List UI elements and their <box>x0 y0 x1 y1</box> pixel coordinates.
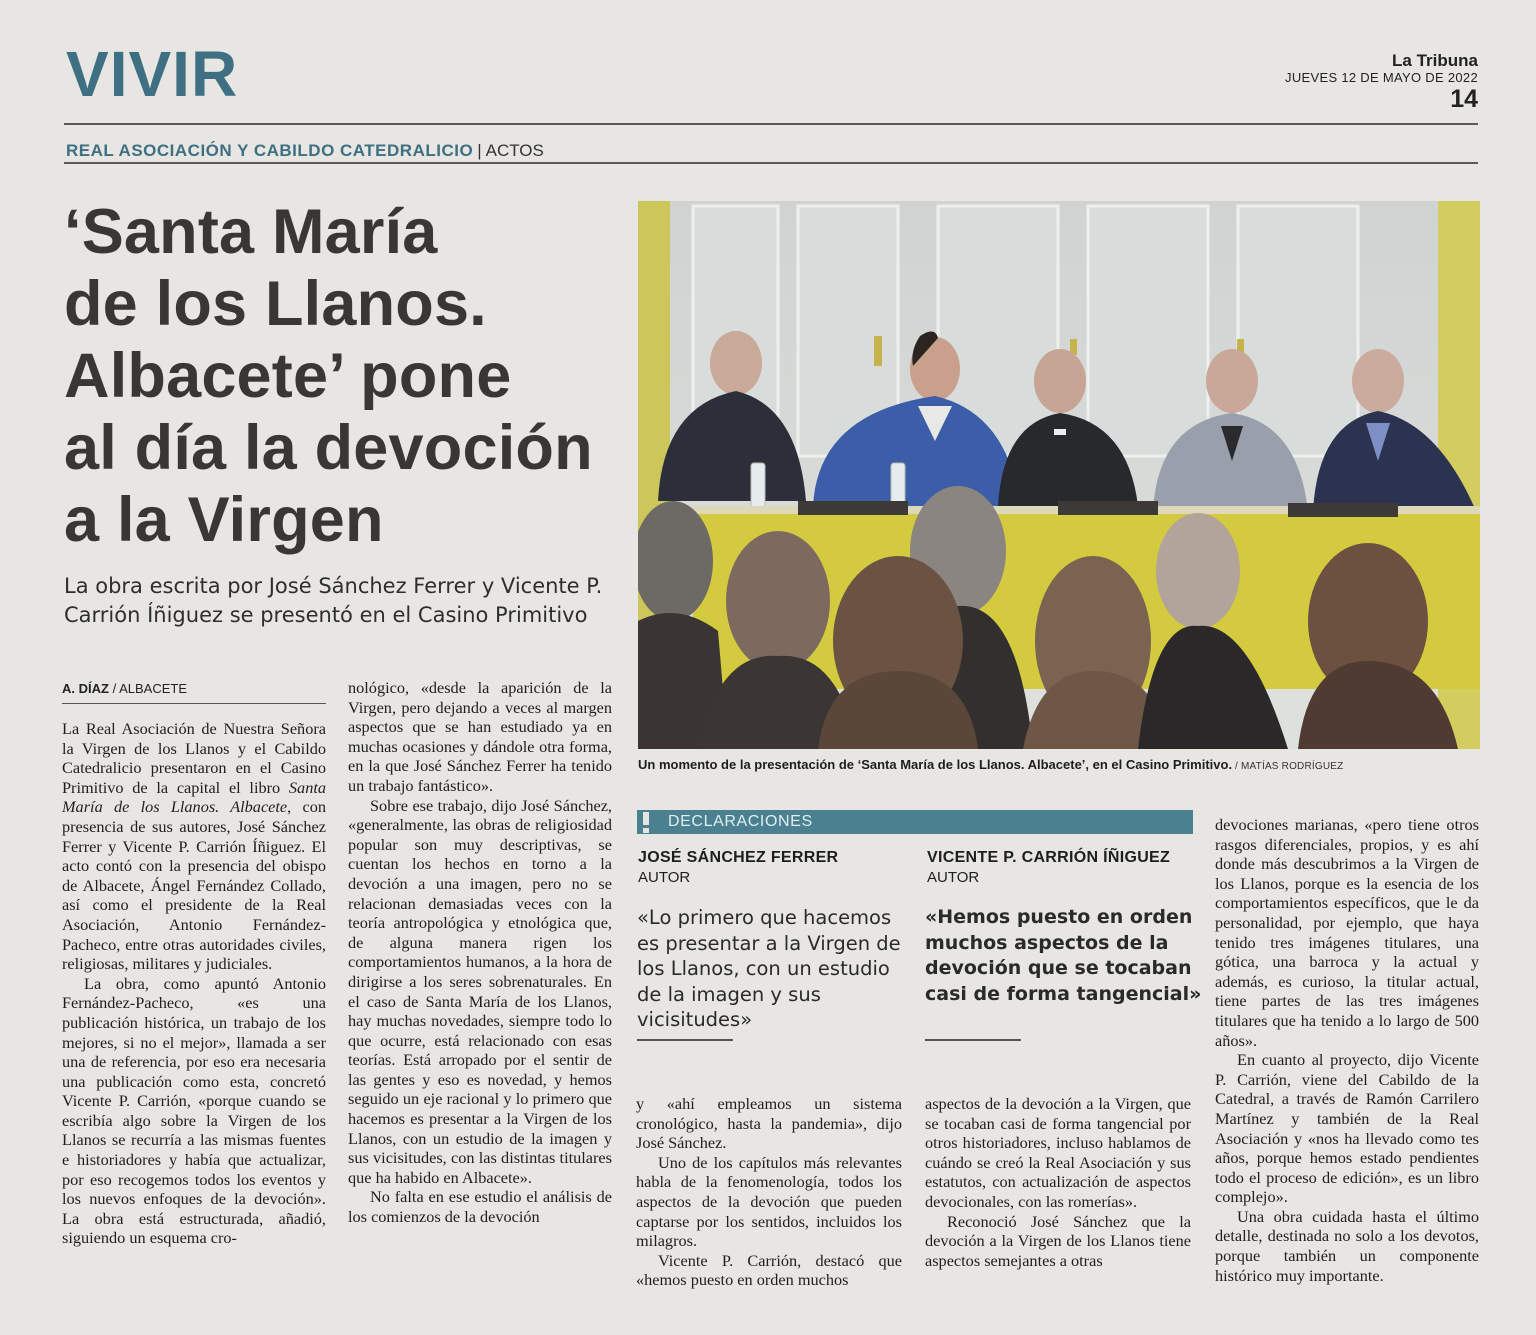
body-column-1 <box>62 719 326 1248</box>
paragraph <box>62 719 326 974</box>
body-column-3 <box>636 1094 902 1290</box>
publication-date: JUEVES 12 DE MAYO DE 2022 <box>1285 70 1478 85</box>
masthead <box>1285 52 1478 113</box>
quote-divider <box>925 1039 1021 1041</box>
speaker-1 <box>638 848 838 887</box>
paragraph: aspectos de la devoción a la Virgen, que se tocaban casi de forma tangencial por otros historiadores, incluso hablamos de cuándo se creó la Real Asociación y sus estatutos, con actualización de aspectos devocionales, con las romerías». <box>925 1094 1191 1211</box>
speaker-role: AUTOR <box>638 869 691 886</box>
caption-text: Un momento de la presentación de ‘Santa María de los Llanos. Albacete’, en el Casino Primitivo. <box>638 757 1233 772</box>
paragraph: Vicente P. Carrión, destacó que «hemos puesto en orden muchos <box>636 1250 902 1290</box>
paragraph: y «ahí empleamos un sistema cronológico, hasta la pandemia», dijo José Sánchez. <box>636 1094 902 1153</box>
headline-line: al día la devoción <box>64 413 593 483</box>
speaker-2 <box>927 848 1170 887</box>
event-photo <box>638 201 1480 749</box>
newspaper-name: La Tribuna <box>1392 51 1478 70</box>
body-column-2 <box>348 678 612 1227</box>
photo-illustration <box>638 201 1480 749</box>
paragraph-text: , con presencia de sus autores, José Sánchez Ferrer y Vicente P. Carrión Íñiguez. El acto contó con la presencia del obispo de Albacete, Ángel Fernández Collado, así como el presidente de la Real Asociación, Antonio Fernández-Pacheco, entre otras autoridades civiles, religiosas, militares y judiciales. <box>62 797 326 974</box>
subheadline: La obra escrita por José Sánchez Ferrer y Vicente P. Carrión Íñiguez se presentó en el Casino Primitivo <box>64 574 603 627</box>
paragraph: devociones marianas, «pero tiene otros rasgos diferenciales, propios, y es ahí donde más descubrimos a la Virgen de los Llanos, porque es la esencia de los comportamientos específicos, que le da personalidad, por ejemplo, que haya tenido tres imágenes titulares, una gótica, una barroca y la actual y además, es curioso, la titular actual, tiene partes de las tres imágenes titulares que ha tenido a lo largo de 500 años». <box>1215 815 1479 1050</box>
byline-separator: / <box>108 681 120 696</box>
paragraph-text: La Real Asociación de Nuestra Señora la Virgen de los Llanos y el Cabildo Catedralicio presentaron en el Casino Primitivo de la capital el libro <box>62 719 326 797</box>
byline-author: A. DÍAZ <box>62 681 109 696</box>
quote-divider <box>637 1039 733 1041</box>
kicker-separator: | <box>477 141 482 160</box>
photo-credit: / MATÍAS RODRÍGUEZ <box>1232 761 1344 772</box>
declaraciones-label: DECLARACIONES <box>668 813 813 830</box>
speaker-name: VICENTE P. CARRIÓN ÍÑIGUEZ <box>927 849 1171 866</box>
paragraph: Una obra cuidada hasta el último detalle, destinada no solo a los devotos, porque también un componente histórico muy importante. <box>1215 1206 1479 1285</box>
exclamation-icon <box>643 812 649 832</box>
body-column-5 <box>1215 815 1479 1285</box>
byline <box>62 681 326 704</box>
header-divider <box>64 123 1478 125</box>
headline-line: ‘Santa María <box>64 197 438 267</box>
body-column-4 <box>925 1094 1191 1270</box>
paragraph: Uno de los capítulos más relevantes habla de la fenomenología, todos los aspectos de la devoción que pueden captarse por los sentidos, incluidos los milagros. <box>636 1152 902 1251</box>
paragraph: En cuanto al proyecto, dijo Vicente P. Carrión, viene del Cabildo de la Catedral, a través de Ramón Carrilero Martínez y también de la Real Asociación y «nos ha llevado como tes años, porque hemos estado pendientes todo el proceso de edición», es un libro complejo». <box>1215 1050 1479 1207</box>
paragraph: La obra, como apuntó Antonio Fernández-Pacheco, «es una publicación histórica, un trabajo de los mejores, si no el mejor», llamada a ser una de referencia, por eso era necesaria una publicación como esta, concretó Vicente P. Carrión, «porque cuando se escribía algo sobre la Virgen de los Llanos se recurría a las mismas fuentes e historiadores y había que actualizar, por eso recogemos todos los eventos y los nuevos enfoques de la devoción». La obra está estructurada, añadió, siguiendo un esquema cro- <box>62 973 326 1248</box>
headline-line: de los Llanos. <box>64 269 487 339</box>
book-title: Santa María de los Llanos. Albacete <box>62 777 326 817</box>
byline-location: ALBACETE <box>119 681 187 696</box>
kicker <box>66 141 544 161</box>
section-title: VIVIR <box>66 38 239 110</box>
headline-line: Albacete’ pone <box>64 341 512 411</box>
pull-quote-1: «Lo primero que hacemos es presentar a la Virgen de los Llanos, con un estudio de la imagen y sus vicisitudes» <box>637 906 901 1031</box>
photo-caption <box>638 757 1498 775</box>
speaker-role: AUTOR <box>927 869 980 886</box>
paragraph: No falta en ese estudio el análisis de los comienzos de la devoción <box>348 1187 612 1227</box>
pull-quote-2: «Hemos puesto en orden muchos aspectos de la devoción que se tocaban casi de forma tangencial» <box>925 906 1202 1005</box>
headline-line: a la Virgen <box>64 485 384 555</box>
paragraph: nológico, «desde la aparición de la Virgen, pero dejando a veces al margen aspectos que se han estudiado ya en muchas ocasiones y dándole otra forma, en la que José Sánchez Ferrer ha tenido un trabajo fantástico». <box>348 678 612 795</box>
declaraciones-header <box>637 810 1193 834</box>
headline <box>64 196 624 556</box>
page-number: 14 <box>1450 85 1478 113</box>
paragraph: Reconoció José Sánchez que la devoción a la Virgen de los Llanos tiene aspectos semejantes a otras <box>925 1211 1191 1270</box>
kicker-topic: REAL ASOCIACIÓN Y CABILDO CATEDRALICIO <box>66 141 474 160</box>
kicker-tag: ACTOS <box>485 141 544 160</box>
speaker-name: JOSÉ SÁNCHEZ FERRER <box>638 849 839 866</box>
paragraph: Sobre ese trabajo, dijo José Sánchez, «generalmente, las obras de religiosidad popular son muy descriptivas, se cuentan los hechos en torno a la devoción a una imagen, pero no se relacionan demasiadas veces con la teoría antropológica y etnológica que, de alguna manera rigen los comportamientos humanos, a la hora de dirigirse a los seres sobrenaturales. En el caso de Santa María de los Llanos, hay muchas novedades, siempre todo lo que ocurre, está relacionado con esas teorías. Está arropado por el sentir de las gentes y eso es novedad, y hemos seguido un eje racional y lo primero que hacemos es presentar a la Virgen de los Llanos, con un estudio de la imagen y sus vicisitudes, con las distintas titulares que ha habido en Albacete». <box>348 795 612 1187</box>
kicker-divider <box>64 162 1478 164</box>
